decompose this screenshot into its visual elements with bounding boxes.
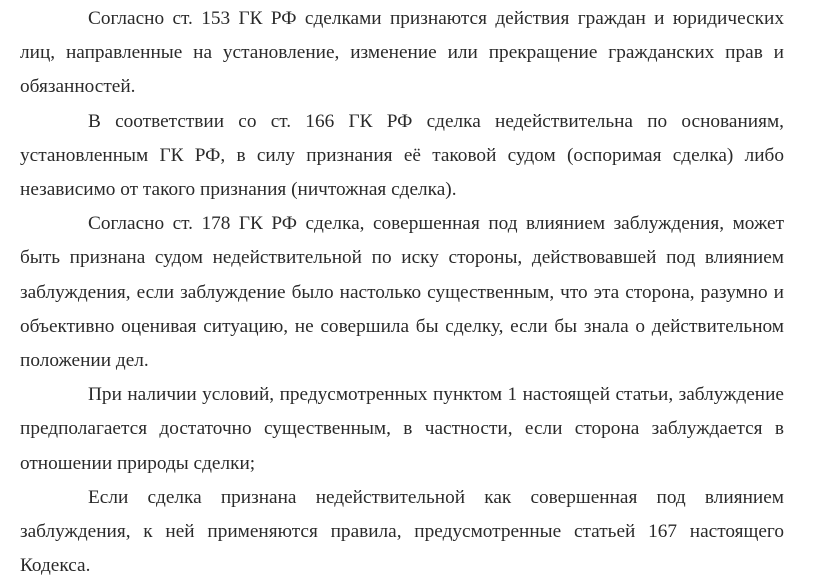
paragraph-art-153: Согласно ст. 153 ГК РФ сделками признаются действия граждан и юридических лиц, направленные на установление, изменение или прекращение гражданских прав и обязанностей. [20, 8, 784, 98]
paragraph-essential-error: При наличии условий, предусмотренных пунктом 1 настоящей статьи, заблуждение предполагается достаточно существенным, в частности, если сторона заблуждается в отношении природы сделки; [20, 384, 784, 474]
paragraph-art-167-reference: Если сделка признана недействительной как совершенная под влиянием заблуждения, к ней применяются правила, предусмотренные статьей 167 настоящего Кодекса. [20, 486, 784, 577]
document-body [20, 2, 784, 583]
paragraph-art-166: В соответствии со ст. 166 ГК РФ сделка недействительна по основаниям, установленным ГК РФ, в силу признания её таковой судом (оспоримая сделка) либо независимо от такого признания (ничтожная сделка). [20, 110, 784, 201]
paragraph-art-178: Согласно ст. 178 ГК РФ сделка, совершенная под влиянием заблуждения, может быть признана судом недействительной по иску стороны, действовавшей под влиянием заблуждения, если заблуждение было настолько существенным, что эта сторона, разумно и объективно оценивая ситуацию, не совершила бы сделку, если бы знала о действительном положении дел. [20, 213, 784, 372]
